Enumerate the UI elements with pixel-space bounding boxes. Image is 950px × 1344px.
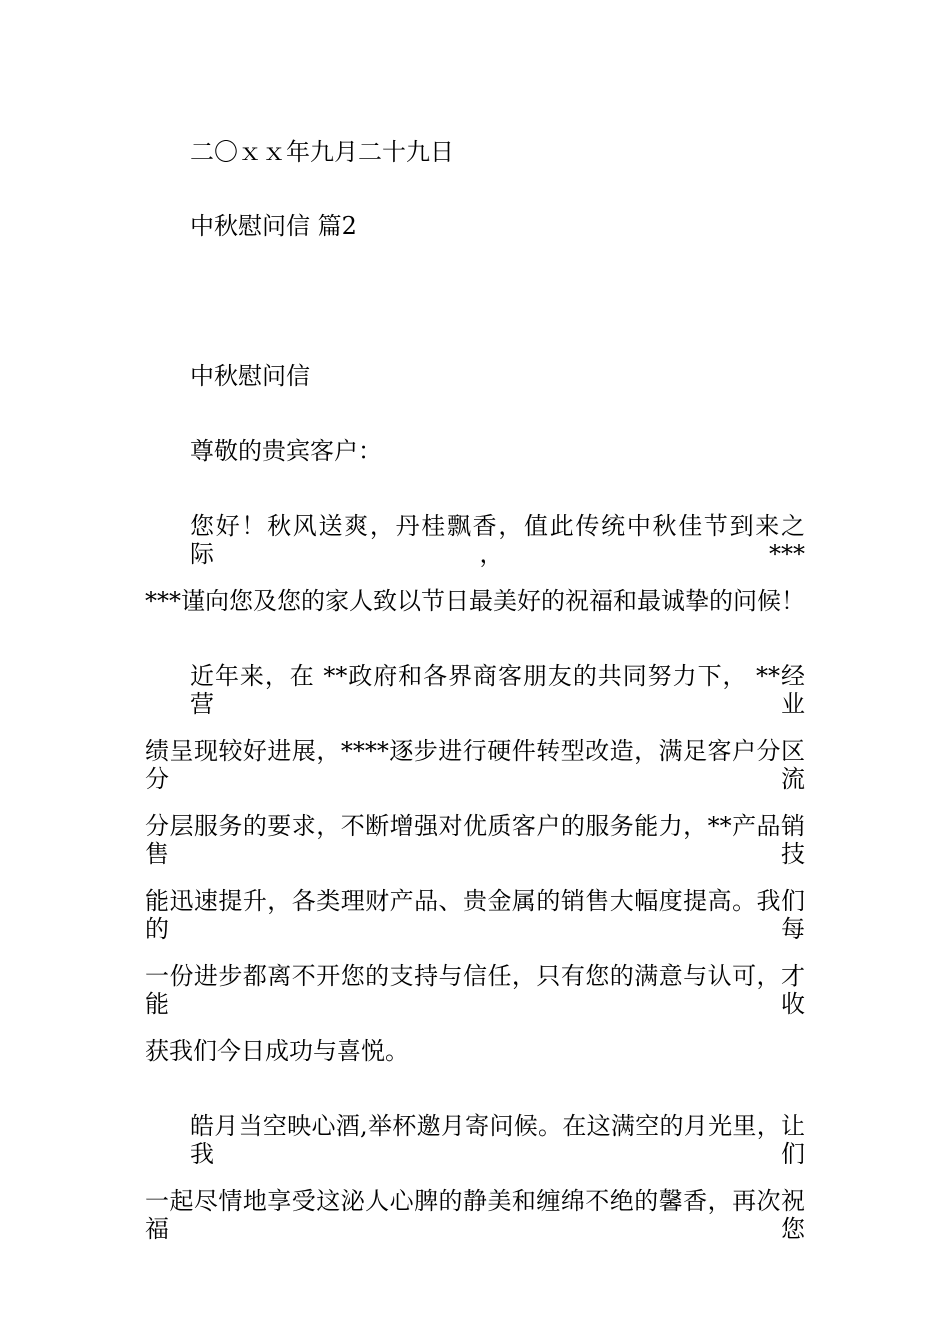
paragraph-1-line-1: 您好！秋风送爽，丹桂飘香，值此传统中秋佳节到来之际，*** <box>190 512 805 568</box>
paragraph-2-line-5: 一份进步都离不开您的支持与信任，只有您的满意与认可，才能收 <box>145 962 805 1018</box>
paragraph-2-line-1: 近年来，在 **政府和各界商客朋友的共同努力下， **经营业 <box>190 662 805 718</box>
paragraph-3-line-2: 一起尽情地享受这泌人心脾的静美和缠绵不绝的馨香，再次祝福您 <box>145 1187 805 1243</box>
section-title: 中秋慰问信 篇2 <box>190 212 357 240</box>
paragraph-2-line-4: 能迅速提升，各类理财产品、贵金属的销售大幅度提高。我们的每 <box>145 887 805 943</box>
paragraph-2-line-3: 分层服务的要求，不断增强对优质客户的服务能力，**产品销售技 <box>145 812 805 868</box>
paragraph-2-line-2: 绩呈现较好进展，****逐步进行硬件转型改造，满足客户分区分流 <box>145 737 805 793</box>
paragraph-3-line-1: 皓月当空映心酒,举杯邀月寄问候。在这满空的月光里，让我们 <box>190 1112 805 1168</box>
date-line: 二〇ｘｘ年九月二十九日 <box>190 138 454 166</box>
letter-title: 中秋慰问信 <box>190 362 310 390</box>
salutation: 尊敬的贵宾客户： <box>190 437 382 465</box>
paragraph-1-line-2: ***谨向您及您的家人致以节日最美好的祝福和最诚挚的问候！ <box>145 587 805 615</box>
paragraph-2-line-6: 获我们今日成功与喜悦。 <box>145 1037 409 1065</box>
